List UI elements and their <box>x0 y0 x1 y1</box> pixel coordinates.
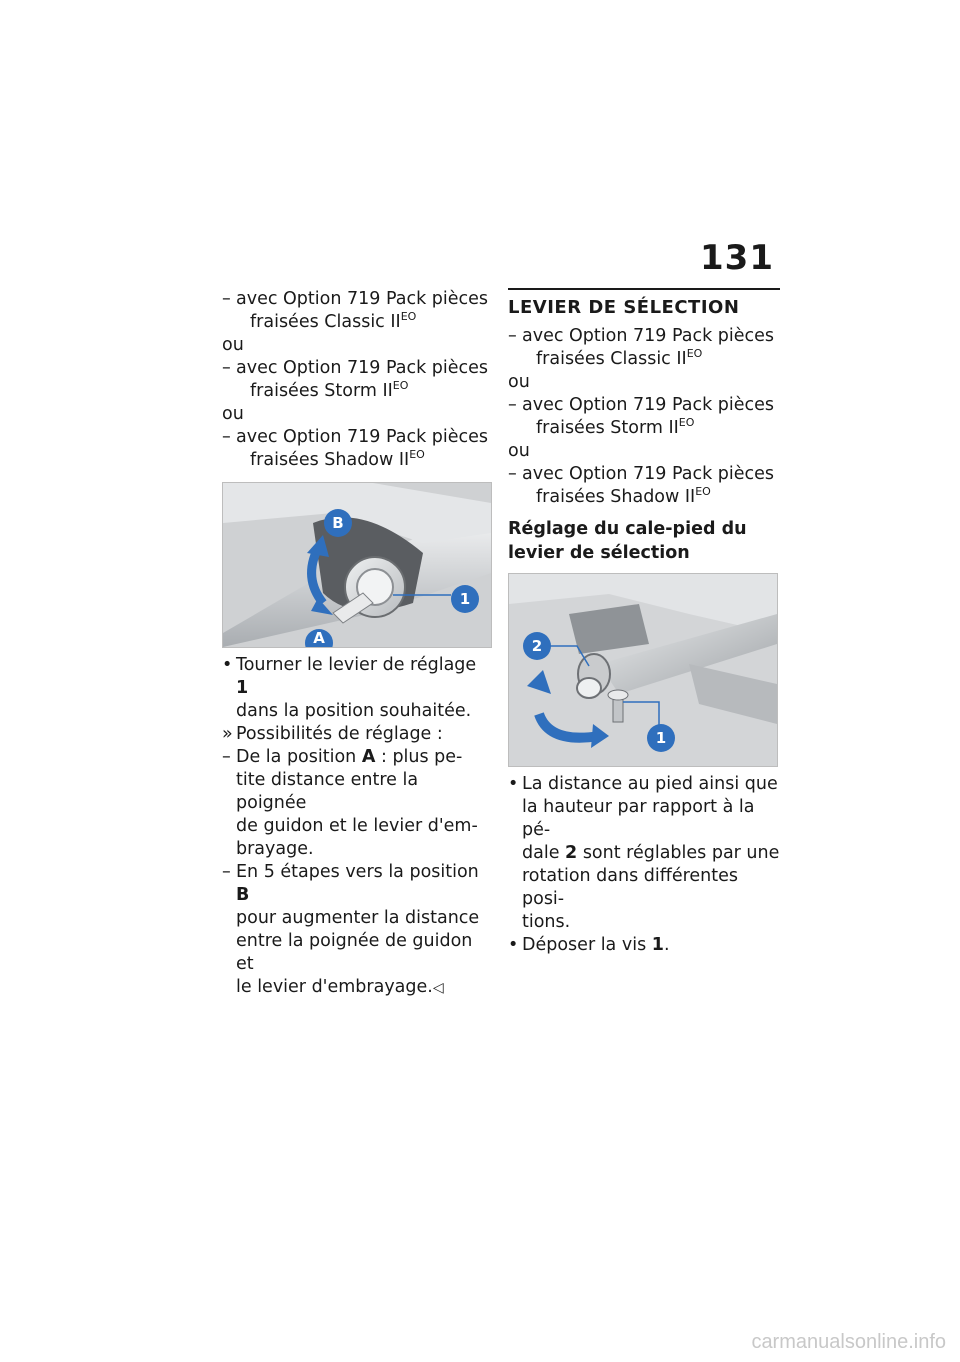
option-sup: EO <box>392 379 409 392</box>
or-text: ou <box>222 335 244 355</box>
option-name: fraisées Shadow II <box>250 450 410 470</box>
option-line <box>236 312 416 332</box>
step-turn <box>222 654 490 723</box>
step-text: sont réglables par une <box>582 843 780 863</box>
option-text: de guidon et le levier d'em- <box>236 816 478 836</box>
option-sup: EO <box>678 416 695 429</box>
option-line: avec Option 719 Pack pièces <box>236 289 489 309</box>
option-sup: EO <box>409 448 425 461</box>
option-line <box>236 450 425 470</box>
adjust-option-b <box>222 861 490 1000</box>
callout-1: 1 <box>655 729 667 747</box>
option-sup: EO <box>695 485 711 498</box>
option-shadow <box>508 463 780 509</box>
step-result <box>222 723 490 746</box>
ref-number: 2 <box>565 843 578 863</box>
option-classic <box>222 288 490 334</box>
option-line: avec Option 719 Pack pièces <box>236 358 489 378</box>
result-marker: » <box>222 724 233 744</box>
end-of-section-icon: ◁ <box>432 980 444 996</box>
option-name: fraisées Storm II <box>536 418 679 438</box>
watermark: carmanualsonline.info <box>751 1331 946 1353</box>
option-text: pour augmenter la distance <box>236 908 480 928</box>
dash-marker: – <box>222 747 231 767</box>
right-column <box>508 288 780 957</box>
or-text: ou <box>508 372 530 392</box>
option-line <box>236 381 408 401</box>
step-text: tions. <box>522 912 571 932</box>
option-text: brayage. <box>236 839 314 859</box>
option-text: le levier d'embrayage. <box>236 977 433 997</box>
ref-number: 1 <box>651 935 664 955</box>
callout-a: A <box>313 629 325 647</box>
dash-marker: – <box>222 289 231 309</box>
or-text: ou <box>508 441 530 461</box>
bullet-marker: • <box>222 655 233 675</box>
option-sup: EO <box>686 347 703 360</box>
callout-2: 2 <box>531 637 543 655</box>
option-line: avec Option 719 Pack pièces <box>522 464 775 484</box>
option-line <box>522 418 694 438</box>
step-text: Déposer la vis <box>522 935 647 955</box>
dash-marker: – <box>508 395 517 415</box>
position-key: B <box>236 885 250 905</box>
position-key: A <box>361 747 376 767</box>
option-shadow <box>222 426 490 472</box>
option-sup: EO <box>400 310 417 323</box>
option-text: entre la poignée de guidon et <box>236 931 473 974</box>
shift-lever-figure <box>508 573 778 767</box>
step-remove-screw <box>508 934 780 957</box>
option-text: tite distance entre la poignée <box>236 770 419 813</box>
bullet-marker: • <box>508 935 519 955</box>
shift-lever-illustration <box>509 574 777 766</box>
section-title: LEVIER DE SÉLECTION <box>508 288 780 319</box>
option-line: avec Option 719 Pack pièces <box>236 427 489 447</box>
dash-marker: – <box>222 427 231 447</box>
left-column <box>222 288 490 1000</box>
option-name: fraisées Storm II <box>250 381 393 401</box>
ref-number: 1 <box>236 678 249 698</box>
page-number: 131 <box>700 238 774 278</box>
option-text: De la position <box>236 747 357 767</box>
step-text: la hauteur par rapport à la pé- <box>522 797 755 840</box>
option-name: fraisées Classic II <box>536 349 687 369</box>
bullet-marker: • <box>508 774 519 794</box>
callout-b: B <box>332 514 344 532</box>
step-text: . <box>663 935 670 955</box>
option-text: : plus pe- <box>380 747 463 767</box>
option-line: avec Option 719 Pack pièces <box>522 326 775 346</box>
step-text: dale <box>522 843 560 863</box>
dash-marker: – <box>508 464 517 484</box>
dash-marker: – <box>222 358 231 378</box>
dash-marker: – <box>508 326 517 346</box>
callout-1: 1 <box>459 590 471 608</box>
step-text: dans la position souhaitée. <box>236 701 472 721</box>
option-name: fraisées Classic II <box>250 312 401 332</box>
option-storm <box>508 394 780 440</box>
option-line: avec Option 719 Pack pièces <box>522 395 775 415</box>
step-text: La distance au pied ainsi que <box>522 774 778 794</box>
adjust-option-a <box>222 746 490 861</box>
step-distance <box>508 773 780 934</box>
option-line <box>522 487 711 507</box>
option-classic <box>508 325 780 371</box>
clutch-lever-illustration <box>223 483 491 647</box>
step-text: Tourner le levier de réglage <box>236 655 477 675</box>
clutch-lever-figure <box>222 482 492 648</box>
step-text: rotation dans différentes posi- <box>522 866 738 909</box>
dash-marker: – <box>222 862 231 882</box>
option-text: En 5 étapes vers la position <box>236 862 479 882</box>
result-text: Possibilités de réglage : <box>236 724 443 744</box>
option-name: fraisées Shadow II <box>536 487 696 507</box>
option-line <box>522 349 702 369</box>
or-text: ou <box>222 404 244 424</box>
option-storm <box>222 357 490 403</box>
subheading: Réglage du cale-pied du levier de sélection <box>508 519 747 563</box>
